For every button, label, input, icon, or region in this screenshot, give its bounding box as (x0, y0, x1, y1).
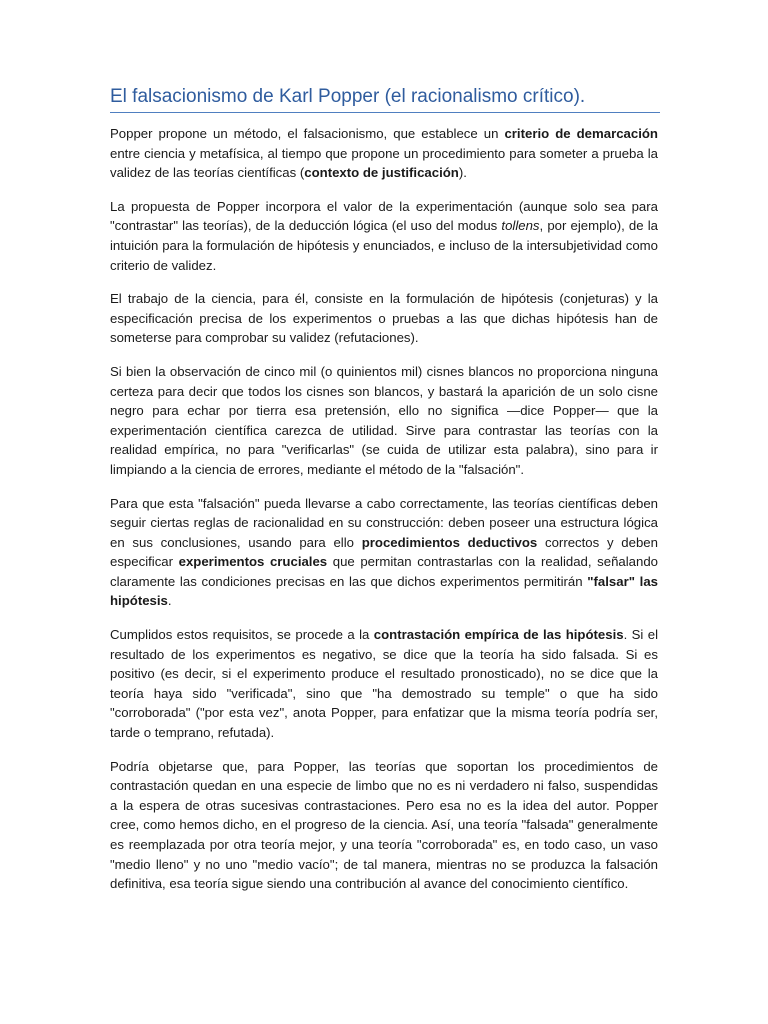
paragraph-7 (110, 757, 658, 894)
bold-term: contrastación empírica de las hipótesis (373, 627, 624, 643)
paragraph-2 (110, 197, 658, 275)
text-span: La propuesta de Popper incorpora el valor de la experimentación (aunque solo sea para "contrastar" las teorías), de la deducción lógica (el uso del modus (110, 198, 658, 234)
text-span: Si bien la observación de cinco mil (o quinientos mil) cisnes blancos no proporciona ninguna certeza para decir que todos los cisnes son blancos, y bastará la aparición de un solo cisne negro para echar por tierra esa pretensión, ello no significa —dice Popper— que la experimentación científica carezca de utilidad. Sirve para contrastar las teorías con la realidad empírica, no para "verificarlas" (se cuida de utilizar esta palabra), sino para ir limpiando a la ciencia de errores, mediante el método de la "falsación". (110, 363, 658, 477)
text-span: ). (458, 165, 467, 181)
text-span: . (167, 593, 172, 609)
bold-term: experimentos cruciales (178, 554, 328, 570)
text-span: , por ejemplo), de la intuición para la formulación de hipótesis y enunciados, e incluso de la intersubjetividad como criterio de validez. (110, 218, 658, 273)
title-underline (110, 112, 660, 113)
paragraph-5 (110, 494, 658, 612)
paragraph-3 (110, 289, 658, 348)
bold-term: criterio de demarcación (504, 126, 658, 141)
article-body (110, 124, 658, 908)
italic-term: tollens (501, 218, 540, 234)
page-title: El falsacionismo de Karl Popper (el racionalismo crítico). (110, 86, 586, 107)
text-span: Para que esta "falsación" pueda llevarse a cabo correctamente, las teorías científicas deben seguir ciertas reglas de racionalidad en su construcción: deben poseer una estructura lógica en sus conclusiones, usando para ello (110, 495, 658, 550)
paragraph-4 (110, 362, 658, 480)
paragraph-6 (110, 625, 658, 743)
text-span: Cumplidos estos requisitos, se procede a la (110, 627, 374, 643)
bold-term: "falsar" las hipótesis (110, 573, 658, 609)
paragraph-1 (110, 124, 658, 183)
text-span: . Si el resultado de los experimentos es negativo, se dice que la teoría ha sido falsada. Si es positivo (es decir, si el experimento produce el resultado pronosticado), no se dice que la teoría haya sido "verificada", sino que "ha demostrado su temple" o que ha sido "corroborada" ("por esta vez", anota Popper, para enfatizar que la misma teoría podría ser, tarde o temprano, refutada). (110, 627, 659, 741)
text-span: correctos y deben especificar (110, 534, 658, 570)
text-span: Popper propone un método, el falsacionismo, que establece un (110, 126, 505, 141)
text-span: El trabajo de la ciencia, para él, consiste en la formulación de hipótesis (conjeturas) y la especificación precisa de los experimentos o pruebas a las que dichas hipótesis han de someterse para comprobar su validez (refutaciones). (110, 291, 658, 346)
bold-term: procedimientos deductivos (361, 534, 538, 550)
text-span: Podría objetarse que, para Popper, las teorías que soportan los procedimientos de contrastación quedan en una especie de limbo que no es ni verdadero ni falso, suspendidas a la espera de otras sucesivas contrastaciones. Pero esa no es la idea del autor. Popper cree, como hemos dicho, en el progreso de la ciencia. Así, una teoría "falsada" generalmente es reemplazada por otra teoría mejor, y una teoría "corroborada" es, en todo caso, un vaso "medio lleno" y no uno "medio vacío"; de tal manera, mientras no se produzca la falsación definitiva, esa teoría sigue siendo una contribución al avance del conocimiento científico. (110, 758, 658, 892)
bold-term: contexto de justificación (304, 165, 459, 181)
text-span: entre ciencia y metafísica, al tiempo que propone un procedimiento para someter a prueba la validez de las teorías científicas ( (110, 145, 658, 181)
text-span: que permitan contrastarlas con la realidad, señalando claramente las condiciones precisas en las que dichos experimentos permitirán (110, 554, 659, 589)
